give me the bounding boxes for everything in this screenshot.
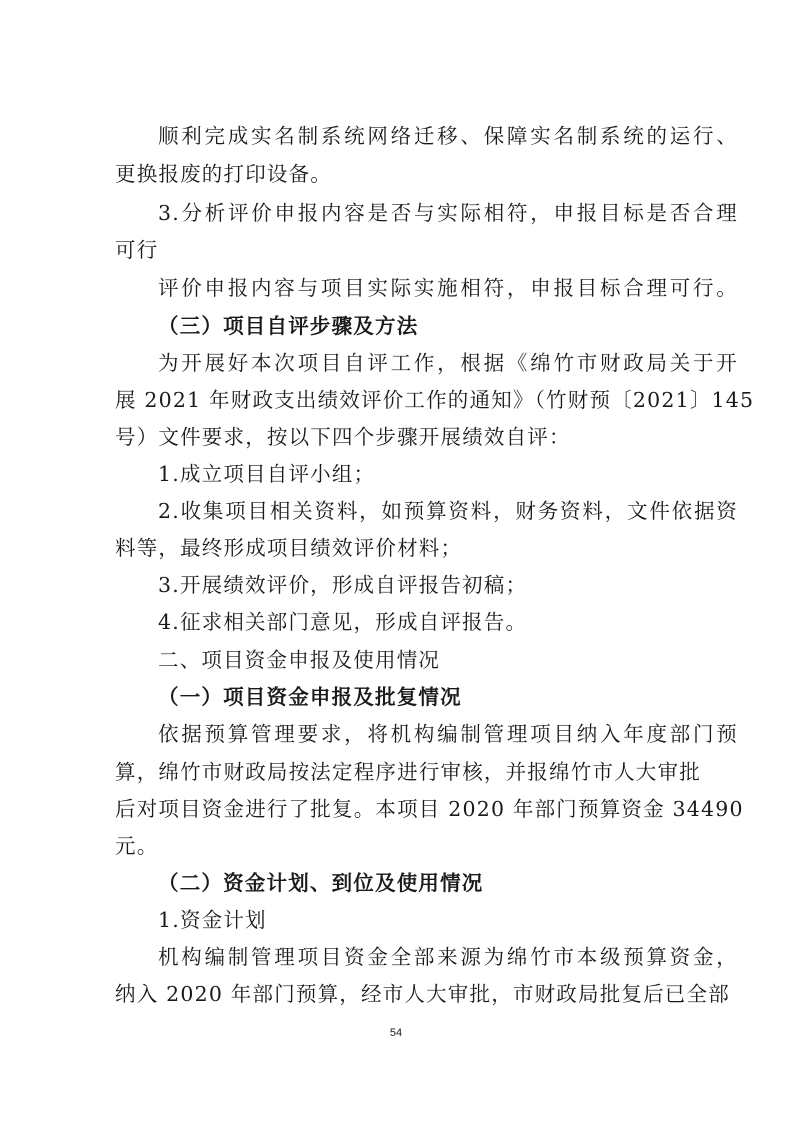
paragraph-line: 评价申报内容与项目实际实施相符，申报目标合理可行。 <box>158 276 738 300</box>
paragraph-line: 后对项目资金进行了批复。本项目 2020 年部门预算资金 34490 <box>115 797 744 821</box>
paragraph-line: 料等，最终形成项目绩效评价材料； <box>115 536 463 560</box>
section-heading: （一）项目资金申报及批复情况 <box>158 685 462 709</box>
paragraph-line: 为开展好本次项目自评工作，根据《绵竹市财政局关于开 <box>158 351 738 375</box>
subsection-heading: 1.资金计划 <box>158 908 267 932</box>
section-heading: （二）资金计划、到位及使用情况 <box>158 871 484 895</box>
paragraph-line: 纳入 2020 年部门预算，经市人大审批，市财政局批复后已全部 <box>115 982 730 1006</box>
paragraph-line: 展 2021 年财政支出绩效评价工作的通知》（竹财预〔2021〕145 <box>115 388 755 412</box>
paragraph-line: 3.分析评价申报内容是否与实际相符，申报目标是否合理 <box>158 201 738 225</box>
list-item: 1.成立项目自评小组； <box>158 462 376 486</box>
list-item: 2.收集项目相关资料，如预算资料，财务资料，文件依据资 <box>158 499 738 523</box>
paragraph-line: 顺利完成实名制系统网络迁移、保障实名制系统的运行、 <box>158 124 738 148</box>
paragraph-line: 元。 <box>115 834 159 858</box>
chapter-heading: 二、项目资金申报及使用情况 <box>158 648 441 672</box>
section-heading: （三）项目自评步骤及方法 <box>158 314 419 338</box>
paragraph-line: 算，绵竹市财政局按法定程序进行审核，并报绵竹市人大审批 <box>115 760 701 784</box>
page-number: 54 <box>389 1027 403 1039</box>
paragraph-line: 可行 <box>115 238 159 262</box>
paragraph-line: 机构编制管理项目资金全部来源为绵竹市本级预算资金， <box>158 945 738 969</box>
paragraph-line: 依据预算管理要求，将机构编制管理项目纳入年度部门预 <box>158 722 738 746</box>
list-item: 4.征求相关部门意见，形成自评报告。 <box>158 610 528 634</box>
paragraph-line: 更换报废的打印设备。 <box>115 162 332 186</box>
list-item: 3.开展绩效评价，形成自评报告初稿； <box>158 573 528 597</box>
paragraph-line: 号）文件要求，按以下四个步骤开展绩效自评： <box>115 425 571 449</box>
